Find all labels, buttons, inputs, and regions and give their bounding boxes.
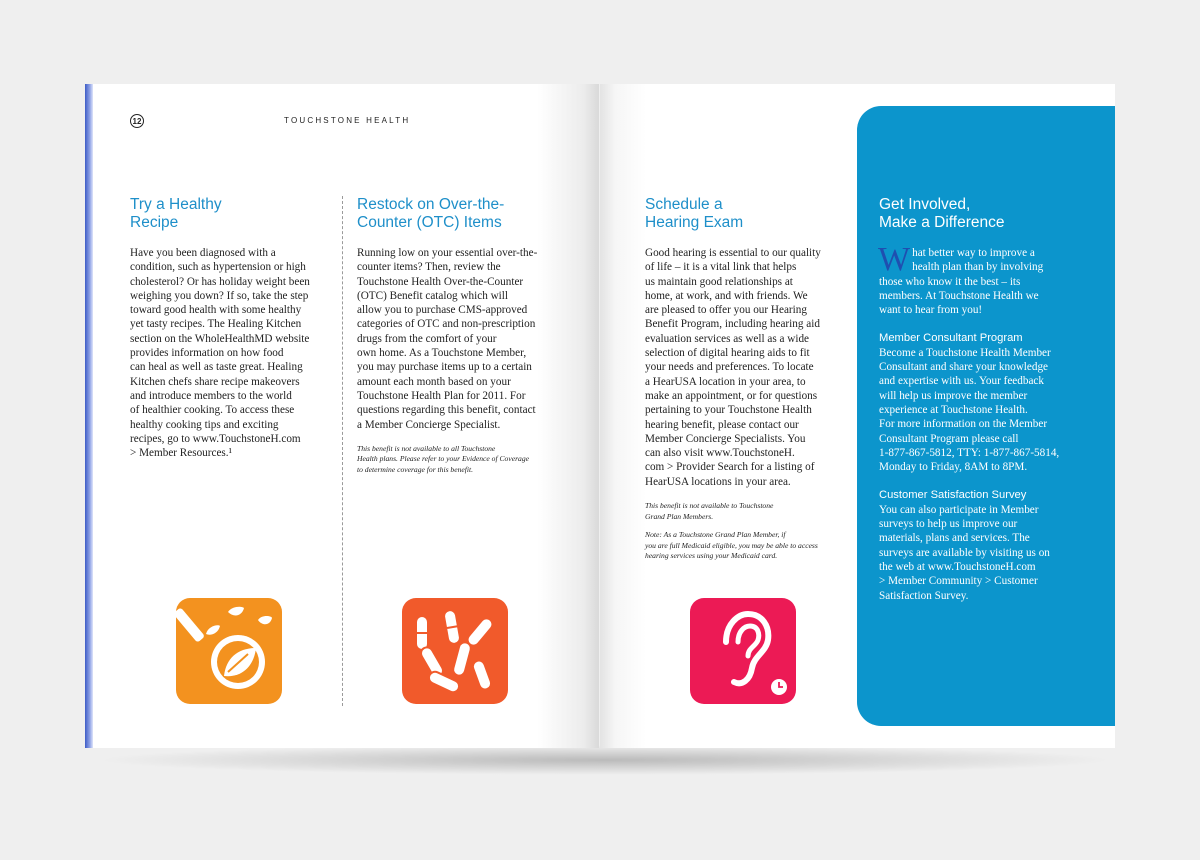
article-body (645, 246, 845, 489)
satisfaction-survey-body (879, 503, 1091, 603)
body-line: Consultant Program please call (879, 432, 1019, 445)
body-line: surveys are available by visiting us on (879, 546, 1050, 559)
title-line: Counter (OTC) Items (357, 214, 502, 231)
body-line: selection of digital hearing aids to fit (645, 347, 810, 360)
note-line: Note: As a Touchstone Grand Plan Member, if (645, 530, 786, 540)
body-line: Member Concierge Specialists. You (645, 432, 806, 445)
body-line: com > Provider Search for a listing of (645, 461, 815, 474)
footnote (357, 444, 567, 476)
title-line: Get Involved, (879, 196, 971, 213)
body-line: experience at Touchstone Health. (879, 403, 1028, 416)
body-line: can also visit www.TouchstoneH. (645, 447, 795, 460)
column-divider (342, 196, 343, 706)
article-body (130, 246, 335, 460)
running-header-brand: TOUCHSTONE HEALTH (284, 116, 411, 125)
note-line: Health plans. Please refer to your Evidence of Coverage (357, 454, 530, 464)
body-line: > Member Resources.¹ (130, 447, 232, 460)
note-line: This benefit is not available to all Touchstone (357, 443, 496, 453)
article-title (130, 196, 335, 232)
note-line: Grand Plan Members. (645, 511, 714, 521)
note-line: hearing services using your Medicaid card. (645, 551, 778, 561)
article-hearing-exam (645, 196, 845, 562)
intro-line: want to hear from you! (879, 304, 983, 317)
body-line: HearUSA locations in your area. (645, 475, 791, 488)
body-line: Satisfaction Survey. (879, 589, 969, 602)
body-line: provides information on how food (130, 347, 284, 360)
article-otc-items (357, 196, 567, 475)
panel-title (879, 196, 1091, 232)
left-page-edge-band (85, 84, 93, 748)
body-line: own home. As a Touchstone Member, (357, 347, 527, 360)
note-line: This benefit is not available to Touchstone (645, 501, 774, 511)
body-line: > Member Community > Customer (879, 575, 1038, 588)
body-line: Benefit Program, including hearing aid (645, 318, 820, 331)
title-line: Restock on Over-the- (357, 196, 505, 213)
body-line: a HearUSA location in your area, to (645, 375, 806, 388)
body-line: will help us improve the member (879, 389, 1028, 402)
body-line: recipes, go to www.TouchstoneH.com (130, 432, 301, 445)
intro-line: hat better way to improve a (912, 247, 1035, 259)
body-line: You can also participate in Member (879, 503, 1039, 516)
body-line: section on the WholeHealthMD website (130, 332, 310, 345)
body-line: Monday to Friday, 8AM to 8PM. (879, 461, 1028, 474)
body-line: hearing benefit, please contact our (645, 418, 799, 431)
body-line: of healthier cooking. To access these (130, 404, 295, 417)
body-line: surveys to help us improve our (879, 518, 1018, 531)
body-line: make an appointment, or for questions (645, 389, 818, 402)
member-consultant-heading: Member Consultant Program (879, 332, 1023, 345)
body-line: you may purchase items up to a certain (357, 361, 532, 374)
body-line: can heal as well as taste great. Healing (130, 361, 303, 374)
panel-intro (878, 241, 1091, 317)
body-line: categories of OTC and non-prescription (357, 318, 536, 331)
body-line: 1-877-867-5812, TTY: 1-877-867-5814, (879, 446, 1060, 459)
body-line: Running low on your essential over-the- (357, 247, 538, 259)
note-line: to determine coverage for this benefit. (357, 464, 473, 474)
title-line: Try a Healthy (130, 196, 222, 213)
body-line: Touchstone Health Plan for 2011. For (357, 389, 526, 402)
article-body (357, 246, 567, 432)
body-line: amount each month based on your (357, 375, 511, 388)
title-line: Recipe (130, 214, 179, 231)
body-line: materials, plans and services. The (879, 532, 1030, 545)
note-line: you are full Medicaid eligible, you may be able to access (645, 540, 818, 550)
member-consultant-body (879, 346, 1091, 475)
get-involved-content (879, 196, 1091, 603)
satisfaction-survey-heading: Customer Satisfaction Survey (879, 489, 1027, 502)
title-line: Schedule a (645, 196, 723, 213)
body-line: Consultant and share your knowledge (879, 361, 1049, 374)
body-line: cholesterol? Or has holiday weight been (130, 275, 310, 288)
body-line: your needs and preferences. To locate (645, 361, 814, 374)
pills-icon (402, 598, 508, 704)
body-line: home, at work, and with friends. We (645, 289, 808, 302)
footnote (645, 501, 845, 522)
intro-line: those who know it the best – its (879, 275, 1021, 288)
body-line: and introduce members to the world (130, 389, 292, 402)
body-line: weighing you down? If so, take the step (130, 289, 309, 302)
body-line: Have you been diagnosed with a (130, 247, 276, 259)
body-line: the web at www.TouchstoneH.com (879, 560, 1036, 573)
body-line: are pleased to offer you our Hearing (645, 304, 807, 317)
body-line: questions regarding this benefit, contact (357, 404, 536, 417)
article-title (357, 196, 567, 232)
intro-line: health plan than by involving (912, 261, 1044, 274)
body-line: Kitchen chefs share recipe makeovers (130, 375, 300, 388)
body-line: us maintain good relationships at (645, 275, 793, 288)
intro-line: members. At Touchstone Health we (879, 289, 1039, 302)
ear-clock-icon (690, 598, 796, 704)
skillet-leaf-icon (176, 598, 282, 704)
body-line: a Member Concierge Specialist. (357, 418, 501, 431)
body-line: counter items? Then, review the (357, 261, 501, 274)
body-line: drugs from the comfort of your (357, 332, 497, 345)
body-line: yet tasty recipes. The Healing Kitchen (130, 318, 302, 331)
drop-cap: W (878, 241, 911, 278)
body-line: For more information on the Member (879, 418, 1048, 431)
body-line: of life – it is a vital link that helps (645, 261, 797, 274)
body-line: Good hearing is essential to our quality (645, 247, 821, 259)
footnote-medicaid (645, 530, 845, 562)
article-title (645, 196, 845, 232)
body-line: allow you to purchase CMS-approved (357, 304, 528, 317)
body-line: Touchstone Health Over-the-Counter (357, 275, 524, 288)
body-line: toward good health with some healthy (130, 304, 302, 317)
article-healthy-recipe (130, 196, 335, 460)
body-line: and expertise with us. Your feedback (879, 375, 1044, 388)
page-shadow (95, 745, 1115, 775)
body-line: Become a Touchstone Health Member (879, 346, 1051, 359)
page-number: 12 (130, 114, 144, 128)
body-line: condition, such as hypertension or high (130, 261, 306, 274)
body-line: healthy cooking tips and exciting (130, 418, 279, 431)
body-line: evaluation services as well as a wide (645, 332, 810, 345)
title-line: Hearing Exam (645, 214, 744, 231)
body-line: pertaining to your Touchstone Health (645, 404, 812, 417)
body-line: (OTC) Benefit catalog which will (357, 289, 508, 302)
title-line: Make a Difference (879, 214, 1005, 231)
